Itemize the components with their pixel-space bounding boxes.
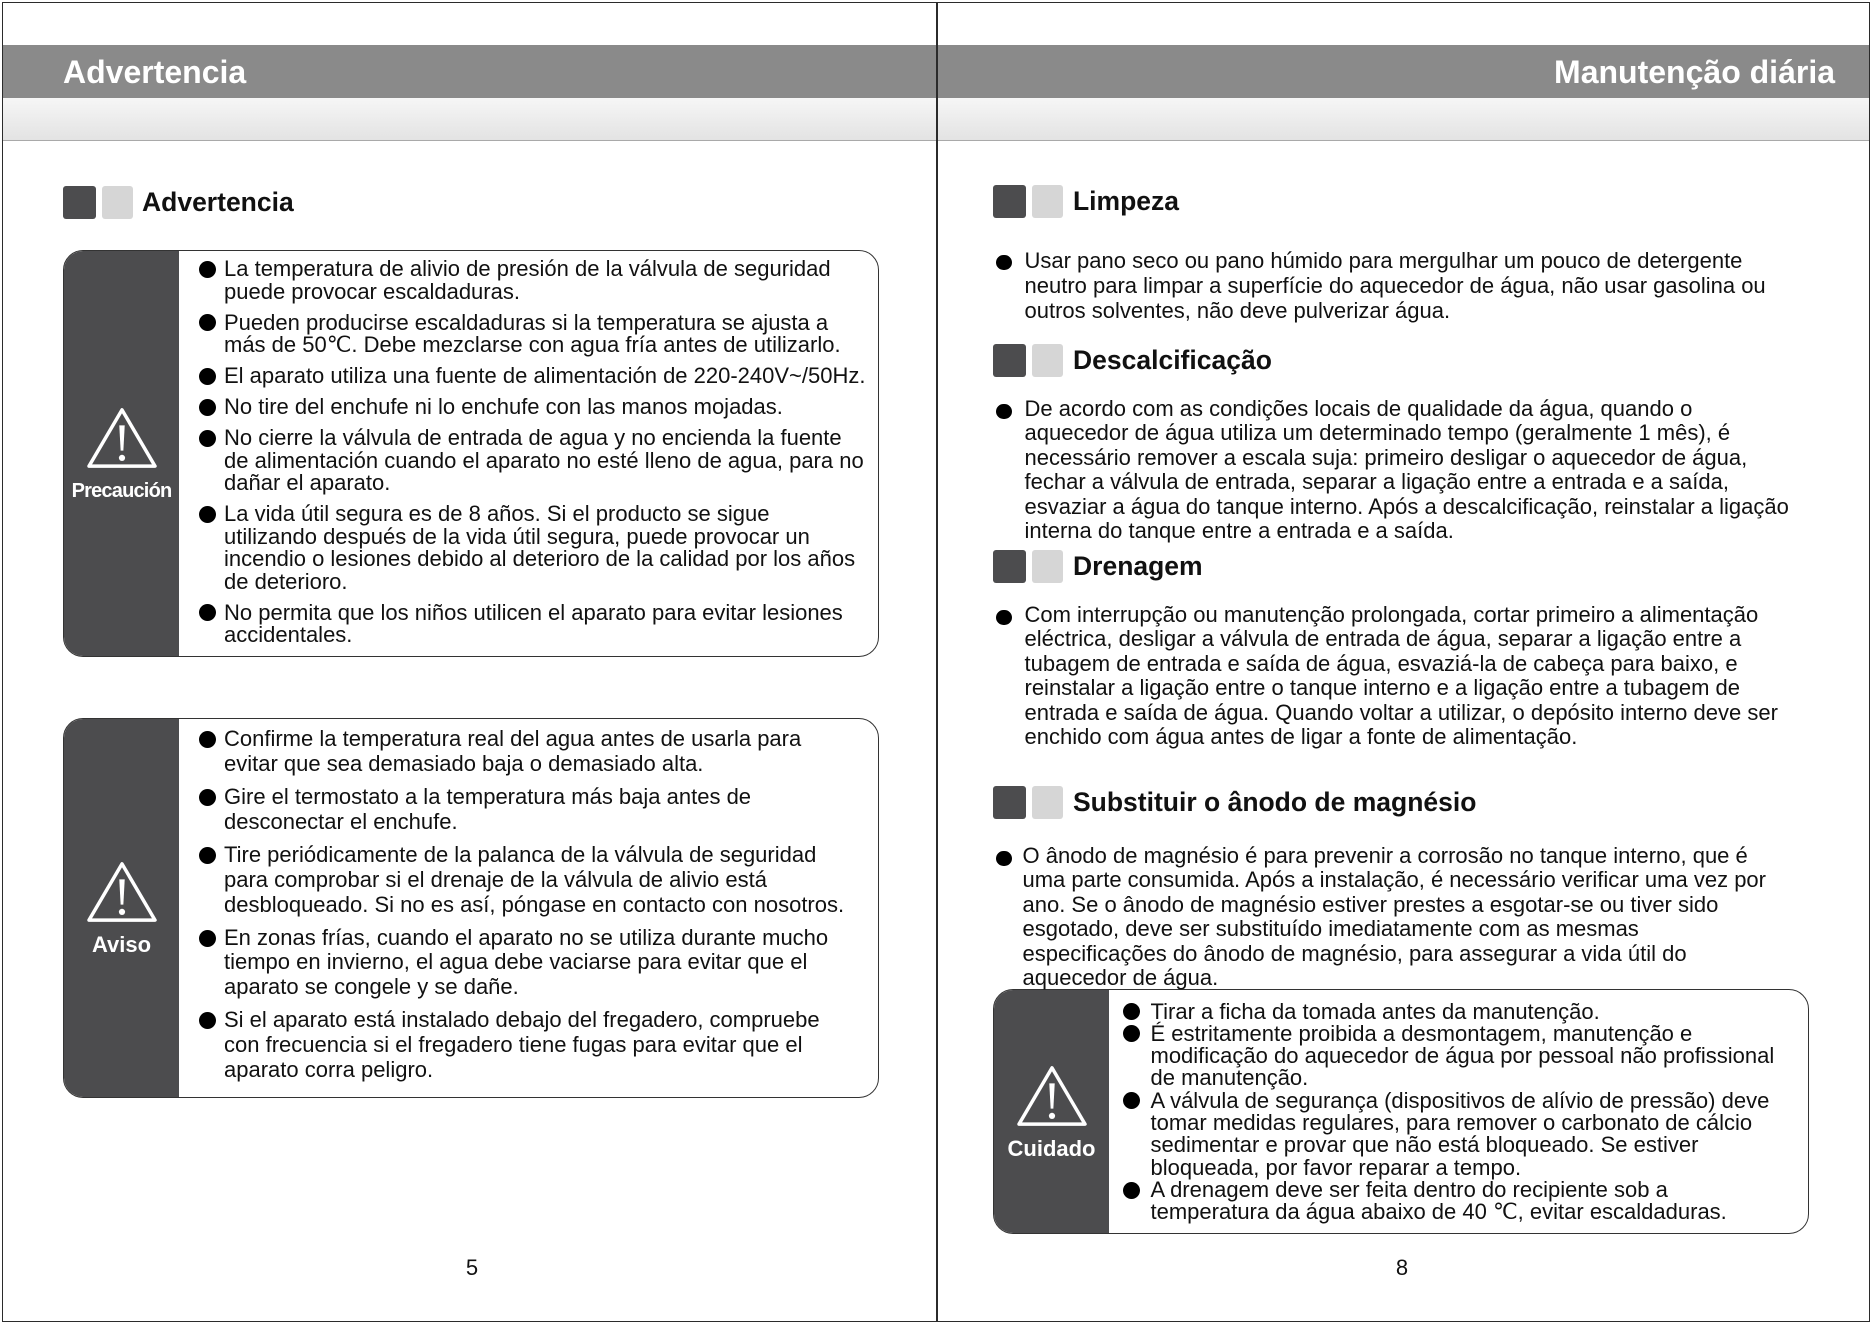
paragraph-text: Com interrupção ou manutenção prolongada, cortar primeiro a alimentação eléctrica, desligar a válvula de entrada de água, separar a ligação entre a tubagem de entrada e saída de água, esvaziá-la de cabeça para baixo, e reinstalar a ligação entre o tanque interno e a ligação entre a tubagem de entrada e saída de água. Quando voltar a utilizar, o depósito interno deve ser enchido com água antes de ligar a fonte de alimentação. xyxy=(1024,602,1778,750)
list-item-text: No permita que los niños utilicen el aparato para evitar lesiones accidentales. xyxy=(224,599,843,647)
list-item-text: La vida útil segura es de 8 años. Si el producto se sigue utilizando después de la vida útil segura, puede provocar un incendio o lesiones debido al deterioro de la calidad por los años de deterioro. xyxy=(224,501,856,594)
list-item-text: El aparato utiliza una fuente de alimentación de 220-240V~/50Hz. xyxy=(224,363,866,388)
section-title: Drenagem xyxy=(1073,551,1203,581)
cuidado-label: Cuidado xyxy=(1007,1135,1096,1161)
section-title: Substituir o ânodo de magnésio xyxy=(1073,787,1477,817)
left-header-title: Advertencia xyxy=(63,54,247,90)
section-title: Descalcificação xyxy=(1073,345,1272,375)
list-item-text: A válvula de segurança (dispositivos de alívio de pressão) deve tomar medidas regulares, para remover o carbonato de cálcio sedimentar e provar que não está bloqueado. Se estiver bloqueada, por favor reparar a tempo. xyxy=(1150,1087,1770,1180)
page-divider xyxy=(936,2,938,1322)
section-title: Advertencia xyxy=(142,187,294,217)
list-item-text: No tire del enchufe ni lo enchufe con las manos mojadas. xyxy=(224,394,783,419)
page-number-right: 8 xyxy=(1395,1255,1409,1280)
list-item-text: Si el aparato está instalado debajo del fregadero, compruebe con frecuencia si el fregadero tiene fugas para evitar que el aparato corra peligro. xyxy=(224,1007,820,1082)
aviso-label: Aviso xyxy=(91,932,152,957)
list-item-text: A drenagem deve ser feita dentro do recipiente sob a temperatura da água abaixo de 40 ℃, evitar escaldaduras. xyxy=(1150,1176,1727,1225)
list-item-text: Pueden producirse escaldaduras si la temperatura se ajusta a más de 50℃. Debe mezclarse con agua fría antes de utilizarlo. xyxy=(224,309,841,357)
list-item-text: É estritamente proibida a desmontagem, manutenção e modificação do aquecedor de água por pessoal não profissional de manutenção. xyxy=(1150,1020,1775,1091)
list-item-text: No cierre la válvula de entrada de agua y no encienda la fuente de alimentación cuando el aparato no esté lleno de agua, para no dañar el aparato. xyxy=(224,425,864,495)
list-item-text: Confirme la temperatura real del agua antes de usarla para evitar que sea demasiado baja o demasiado alta. xyxy=(224,726,802,776)
section-title: Limpeza xyxy=(1073,186,1180,216)
list-item-text: Gire el termostato a la temperatura más baja antes de desconectar el enchufe. xyxy=(224,784,752,834)
precaucion-label: Precaución xyxy=(71,479,172,502)
list-item-text: Tire periódicamente de la palanca de la válvula de seguridad para comprobar si el drenaje de la válvula de alivio está desbloqueado. Si no es así, póngase en contacto con nosotros. xyxy=(224,842,845,917)
paragraph-text: De acordo com as condições locais de qualidade da água, quando o aquecedor de água utiliza um determinado tempo (geralmente 1 mês), é necessário remover a escala suja: primeiro desligar o aquecedor de água, fechar a válvula de entrada, separar a ligação entre a entrada e a saída, esvaziar a água do tanque interno. Após a descalcificação, reinstalar a ligação interna do tanque entre a entrada e a saída. xyxy=(1024,396,1789,544)
page-number-left: 5 xyxy=(465,1255,479,1280)
right-header-title: Manutenção diária xyxy=(1554,54,1835,90)
list-item-text: La temperatura de alivio de presión de la válvula de seguridad puede provocar escaldaduras. xyxy=(224,256,831,304)
paragraph-text: O ânodo de magnésio é para prevenir a corrosão no tanque interno, que é uma parte consumida. Após a instalação, é necessário verificar uma vez por ano. Se o ânodo de magnésio estiver prestes a esgotar-se ou tiver sido esgotado, deve ser substituído imediatamente com as mesmas especificações do ânodo de magnésio, para assegurar a vida útil do aquecedor de água. xyxy=(1022,843,1766,991)
list-item-text: Tirar a ficha da tomada antes da manutenção. xyxy=(1150,998,1600,1024)
list-item-text: En zonas frías, cuando el aparato no se utiliza durante mucho tiempo en invierno, el agua debe vaciarse para evitar que el aparato se congele y se dañe. xyxy=(224,924,829,1000)
paragraph-text: Usar pano seco ou pano húmido para mergulhar um pouco de detergente neutro para limpar a superfície do aquecedor de água, não usar gasolina ou outros solventes, não deve pulverizar água. xyxy=(1024,248,1766,323)
